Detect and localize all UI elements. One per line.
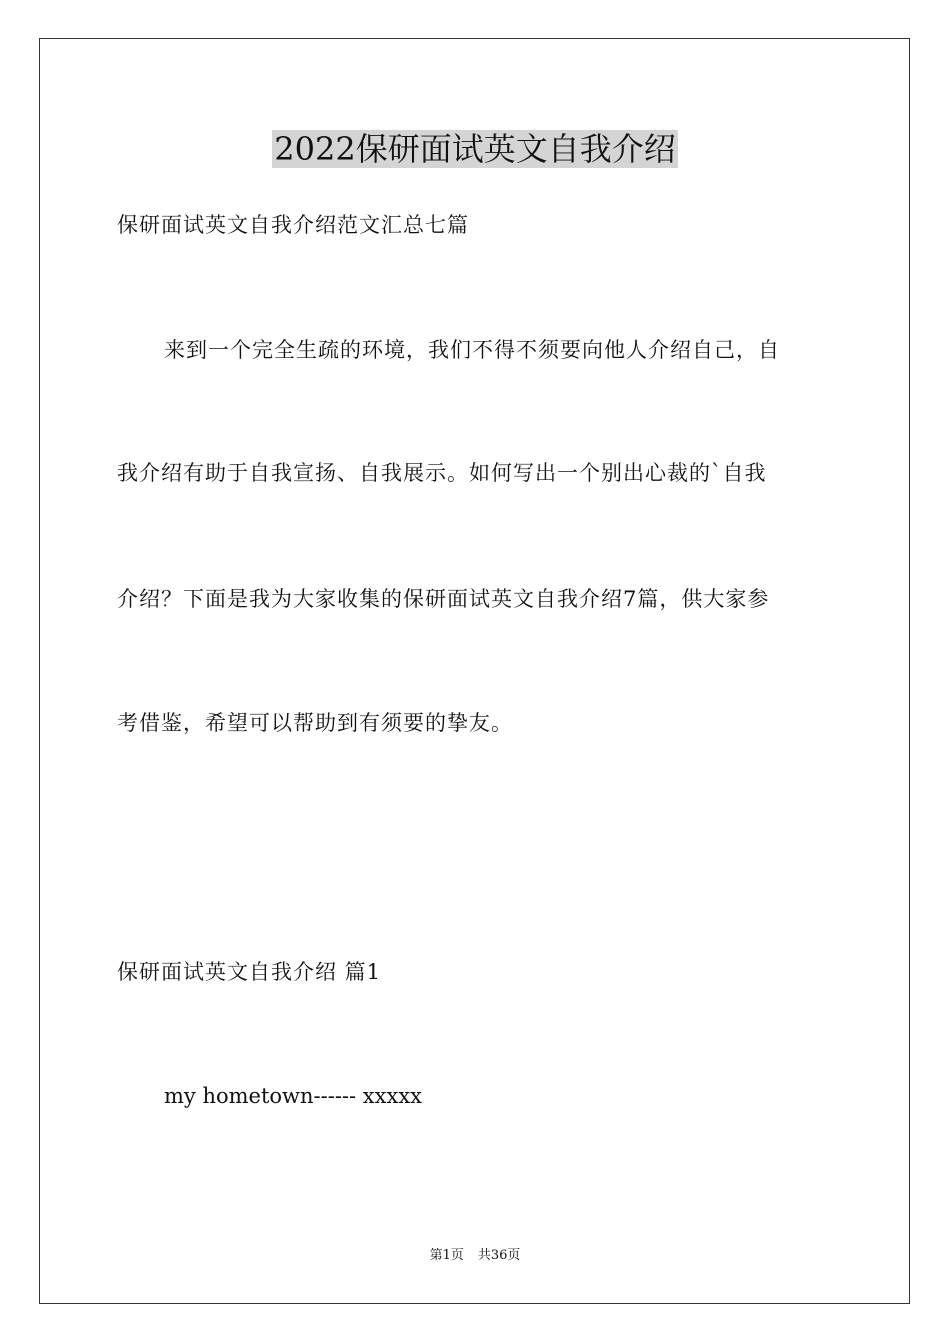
intro-line-1: 来到一个完全生疏的环境，我们不得不须要向他人介绍自己，自	[164, 338, 780, 362]
intro-line-2: 我介绍有助于自我宣扬、自我展示。如何写出一个别出心裁的`自我	[117, 461, 767, 485]
intro-line-3: 介绍？下面是我为大家收集的保研面试英文自我介绍7篇，供大家参	[117, 587, 770, 611]
section-heading: 保研面试英文自我介绍 篇1	[117, 960, 382, 984]
document-title	[0, 126, 950, 172]
document-title-text: 2022保研面试英文自我介绍	[274, 130, 676, 168]
page-footer	[0, 1247, 950, 1265]
section-first-line: my hometown------ xxxxx	[164, 1084, 423, 1108]
page-number-current: 第1页	[429, 1248, 464, 1263]
intro-line-4: 考借鉴，希望可以帮助到有须要的挚友。	[117, 711, 513, 735]
document-subtitle: 保研面试英文自我介绍范文汇总七篇	[117, 213, 469, 237]
page-number-total: 共36页	[477, 1248, 521, 1263]
